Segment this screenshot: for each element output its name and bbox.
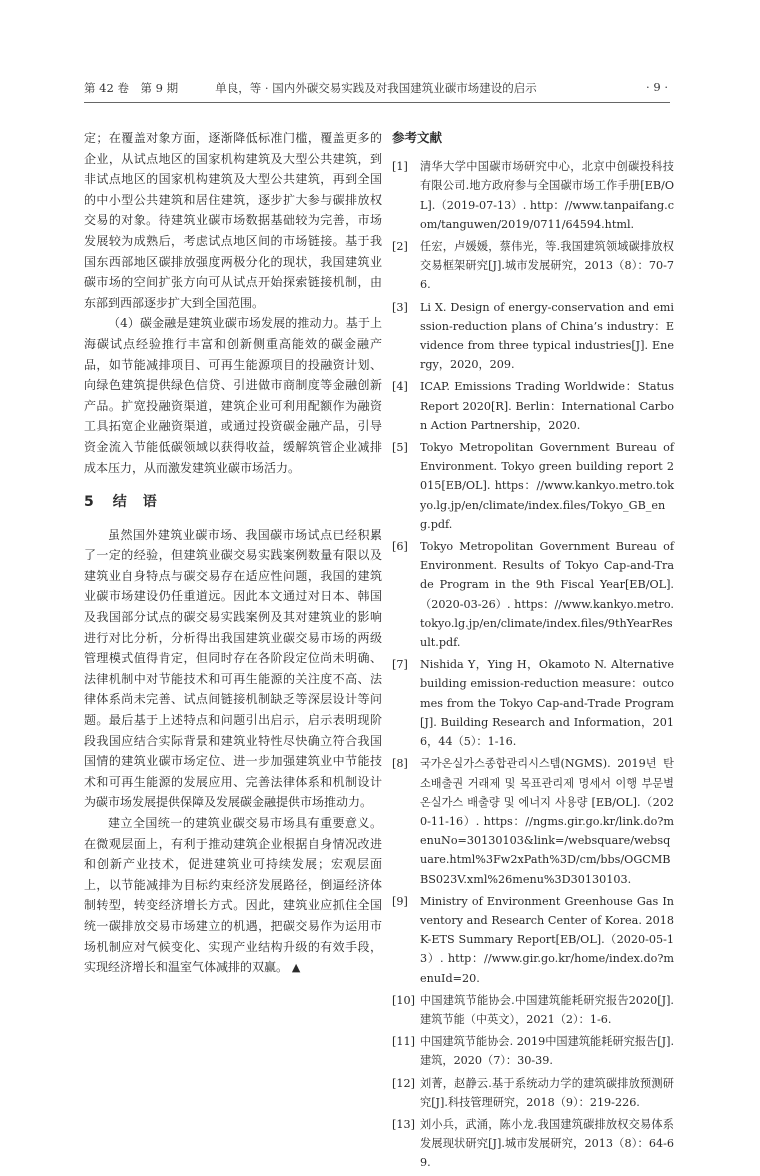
reference-number: [8] <box>392 757 408 771</box>
reference-text: ICAP. Emissions Trading Worldwide：Status Report 2020[R]. Berlin：International Carbon Action Partnership，2020. <box>420 380 674 432</box>
running-title: 单良，等 · 国内外碳交易实践及对我国建筑业碳市场建设的启示 <box>215 81 537 95</box>
reference-number: [4] <box>392 380 408 394</box>
reference-number: [9] <box>392 894 408 908</box>
reference-text: 任宏，卢媛媛，蔡伟光，等.我国建筑领域碳排放权交易框架研究[J].城市发展研究，2013（8）：70-76. <box>420 240 674 292</box>
reference-text: 刘菁，赵静云.基于系统动力学的建筑碳排放预测研究[J].科技管理研究，2018（9）：219-226. <box>420 1076 674 1109</box>
reference-number: [10] <box>392 993 415 1007</box>
end-mark-icon: ▲ <box>291 961 301 975</box>
reference-text: Ministry of Environment Greenhouse Gas Inventory and Research Center of Korea. 2018 K-ETS Summary Report[EB/OL].（2020-05-13）. http：//www.gir.go.kr/home/index.do?menuId=20. <box>420 894 674 985</box>
running-header <box>84 70 668 98</box>
reference-text: 刘小兵，武涌，陈小龙.我国建筑碳排放权交易体系发展现状研究[J].城市发展研究，2013（8）：64-69. <box>420 1117 674 1170</box>
body-paragraph <box>84 813 382 979</box>
reference-item <box>392 237 674 295</box>
reference-number: [2] <box>392 240 408 254</box>
reference-text: Tokyo Metropolitan Government Bureau of Environment. Tokyo green building report 2015[EB/OL]. https：//www.kankyo.metro.tokyo.lg.jp/en/climate/index.files/Tokyo_GB_eng.pdf. <box>420 441 674 531</box>
reference-number: [1] <box>392 160 408 174</box>
body-paragraph: （4）碳金融是建筑业碳市场发展的推动力。基于上海碳试点经验推行丰富和创新侧重高能效的碳金融产品，如节能减排项目、可再生能源项目的投融资计划、向绿色建筑提供绿色信贷、引进做市商制度等金融创新产品。扩宽投融资渠道，建筑企业可利用配额作为融资工具拓宽企业融资渠道，或通过投资碳金融产品，引导资金流入节能低碳领域以获得收益，缓解筑管企业减排成本压力，从而激发建筑业碳市场活力。 <box>84 316 382 475</box>
reference-text: 中国建筑节能协会. 2019中国建筑能耗研究报告[J].建筑，2020（7）：30-39. <box>420 1035 674 1068</box>
reference-text: Li X. Design of energy-conservation and emission-reduction plans of China’s industry：Evidence from three typical industries[J]. Energy，2020，209. <box>420 300 674 372</box>
reference-number: [13] <box>392 1117 415 1131</box>
reference-item <box>392 438 674 534</box>
header-rule <box>84 102 670 103</box>
section-number: 5 <box>84 494 95 511</box>
reference-text: 清华大学中国碳市场研究中心，北京中创碳投科技有限公司.地方政府参与全国碳市场工作手册[EB/OL].（2019-07-13）. http：//www.tanpaifang.com/tanguwen/2019/0711/64594.html. <box>420 160 674 231</box>
reference-number: [3] <box>392 300 408 314</box>
reference-text: Tokyo Metropolitan Government Bureau of Environment. Results of Tokyo Cap-and-Trade Program in the 9th Fiscal Year[EB/OL].（2020-03-26）. https：//www.kankyo.metro.tokyo.lg.jp/en/climate/index.files/9thYearResult.pdf. <box>420 540 674 650</box>
reference-item <box>392 655 674 751</box>
reference-text: 국가온실가스종합관리시스템(NGMS). 2019년 탄소배출권 거래제 및 목표관리제 명세서 이행 부문별 온실가스 배출량 및 에너지 사용량 [EB/OL].（2020-11-16）. https：//ngms.gir.go.kr/link.do?menuNo=30130103&link=/websquare/websquare.html%3Fw2xPath%3D/cm/bbs/OGCMBBS023V.xml%26menu%3D30130103. <box>420 757 674 886</box>
reference-number: [7] <box>392 658 408 672</box>
left-column <box>84 128 382 979</box>
reference-text: 中国建筑节能协会.中国建筑能耗研究报告2020[J].建筑节能（中英文），2021（2）：1-6. <box>420 993 674 1026</box>
closing-text: 建立全国统一的建筑业碳交易市场具有重要意义。在微观层面上，有利于推动建筑企业根据自身情况改进和创新产业技术，促进建筑业可持续发展；宏观层面上，以节能减排为目标约束经济发展路径，倒逼经济体制转型，转变经济增长方式。因此，建筑业应抓住全国统一碳排放交易市场建立的机遇，把碳交易作为运用市场机制应对气候变化、实现产业结构升级的有效手段，实现经济增长和温室气体减排的双赢。 <box>84 816 382 975</box>
reference-number: [6] <box>392 540 408 554</box>
reference-item <box>392 754 674 888</box>
reference-item <box>392 1074 674 1112</box>
reference-item <box>392 1115 674 1173</box>
reference-item <box>392 298 674 375</box>
reference-item <box>392 1032 674 1070</box>
reference-number: [11] <box>392 1035 415 1049</box>
section-heading <box>84 492 382 513</box>
reference-item <box>392 892 674 988</box>
reference-list <box>392 157 674 1172</box>
references-heading: 参考文献 <box>392 130 443 145</box>
journal-volume-issue: 第 42 卷 第 9 期 <box>84 81 179 95</box>
body-paragraph: 定；在覆盖对象方面，逐渐降低标准门槛，覆盖更多的企业，从试点地区的国家机构建筑及大型公共建筑，到非试点地区的国家机构建筑及大型公共建筑，再到全国的中小型公共建筑和居住建筑，逐步扩大参与碳排放权交易的对象。待建筑业碳市场数据基础较为完善，市场发展较为成熟后，考虑试点地区间的市场链接。基于我国东西部地区碳排放强度两极分化的现状，我国建筑业碳市场的空间扩张方向可从试点开始探索链接机制，由东部到西部逐步扩大到全国范围。 <box>84 131 382 310</box>
reference-item <box>392 537 674 652</box>
reference-item <box>392 991 674 1029</box>
reference-item <box>392 157 674 234</box>
reference-text: Nishida Y，Ying H，Okamoto N. Alternative building emission-reduction measure：outcomes from the Tokyo Cap-and-Trade Program[J]. Building Research and Information，2016，44（5）：1-16. <box>420 658 674 749</box>
reference-number: [12] <box>392 1076 415 1090</box>
reference-number: [5] <box>392 441 408 455</box>
reference-item <box>392 377 674 435</box>
references-column <box>392 128 674 1176</box>
body-paragraph: 虽然国外建筑业碳市场、我国碳市场试点已经积累了一定的经验，但建筑业碳交易实践案例数量有限以及建筑业自身特点与碳交易存在适应性问题，我国的建筑业碳市场建设仍任重道远。因此本文通过对日本、韩国及我国部分试点的碳交易实践案例及其对建筑业的影响进行对比分析，分析得出我国建筑业碳交易市场的两级管理模式值得肯定，但同时存在各阶段定位尚未明确、法律机制中对节能技术和可再生能源的关注度不高、法律体系尚未完善、试点间链接机制缺乏等深层设计等问题。最后基于上述特点和问题引出启示，启示表明现阶段我国应结合实际背景和建筑业特性尽快确立符合我国国情的建筑业碳市场定位、进一步加强建筑业中节能技术和可再生能源的发展应用、完善法律体系和机制设计为碳市场发展提供保障及发展碳金融提供市场推动力。 <box>84 527 382 810</box>
page-number: · 9 · <box>646 80 668 94</box>
section-title: 结 语 <box>112 494 158 511</box>
